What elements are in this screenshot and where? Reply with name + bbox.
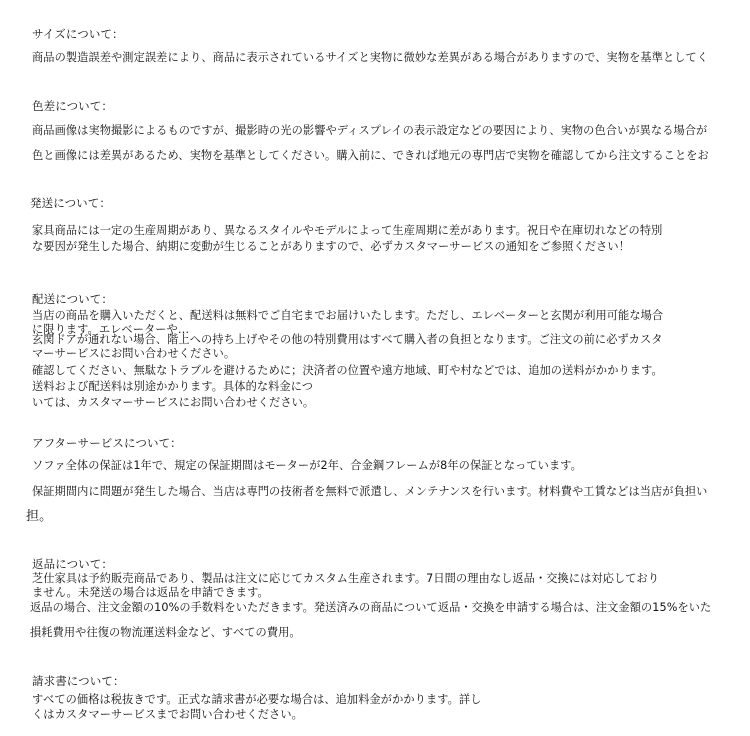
returns-line-4: 損耗費用や往復の物流運送料金など、すべての費用。	[30, 626, 301, 639]
returns-line-3: 返品の場合、注文金額の10%の手数料をいただきます。発送済みの商品について返品・交換を申請する場合は、注文金額の15%をいた	[30, 601, 712, 614]
returns-line-1: 芝仕家具は予約販売商品であり、製品は注文に応じてカスタム生産されます。7日間の理由なし返品・交換には対応しており	[32, 572, 660, 585]
delivery-line-5: 確認してください、無駄なトラブルを避けるために；決済者の位置や遠方地域、町や村などでは、追加の送料がかかります。	[32, 364, 663, 377]
returns-heading: 返品について：	[32, 557, 113, 571]
after-heading: アフターサービスについて：	[32, 436, 182, 450]
after-line-1: ソファ全体の保証は1年で、規定の保証期間はモーターが2年、合金鋼フレームが8年の保証となっています。	[32, 459, 582, 472]
after-line-3: 担。	[26, 509, 53, 524]
color-heading: 色差について：	[32, 99, 113, 113]
delivery-line-3: 玄関ドアが通れない場合、階上への持ち上げやその他の特別費用はすべて購入者の負担となります。ご注文の前に必ずカスタ	[32, 333, 663, 346]
delivery-line-1: 当店の商品を購入いただくと、配送料は無料でご自宅までお届けいたします。ただし、エレベーターと玄関が利用可能な場合	[32, 309, 664, 322]
shipping-heading: 発送について：	[30, 196, 111, 210]
delivery-line-7: いては、カスタマーサービスにお問い合わせください。	[32, 396, 315, 409]
size-line-1: 商品の製造誤差や測定誤差により、商品に表示されているサイズと実物に微妙な差異がある場合がありますので、実物を基準としてく	[32, 51, 709, 64]
after-line-2: 保証期間内に問題が発生した場合、当店は専門の技術者を無料で派遣し、メンテナンスを行います。材料費や工賃などは当店が負担い	[32, 485, 708, 498]
invoice-heading: 請求書について：	[32, 674, 125, 688]
color-line-1: 商品画像は実物撮影によるものですが、撮影時の光の影響やディスプレイの表示設定などの要因により、実物の色合いが異なる場合が	[32, 124, 708, 137]
delivery-line-4: マーサービスにお問い合わせください。	[32, 347, 236, 360]
delivery-heading: 配送について：	[32, 292, 113, 306]
delivery-line-6: 送料および配送料は別途かかります。具体的な料金につ	[32, 380, 314, 393]
color-line-2: 色と画像には差異があるため、実物を基準としてください。購入前に、できれば地元の専門店で実物を確認してから注文することをお	[32, 149, 709, 162]
shipping-line-1: 家具商品には一定の生産周期があり、異なるスタイルやモデルによって生産周期に差があります。祝日や在庫切れなどの特別	[32, 224, 663, 237]
size-heading: サイズについて：	[32, 27, 124, 41]
delivery-line-2: に限ります。エレベーターや…	[32, 323, 190, 336]
shipping-line-2: な要因が発生した場合、納期に変動が生じることがありますので、必ずカスタマーサービスの通知をご参照ください！	[32, 240, 630, 253]
returns-line-2: ません。未発送の場合は返品を申請できます。	[32, 586, 269, 599]
invoice-line-2: くはカスタマーサービスまでお問い合わせください。	[32, 708, 303, 721]
invoice-line-1: すべての価格は税抜きです。正式な請求書が必要な場合は、追加料金がかかります。詳し	[32, 693, 482, 706]
